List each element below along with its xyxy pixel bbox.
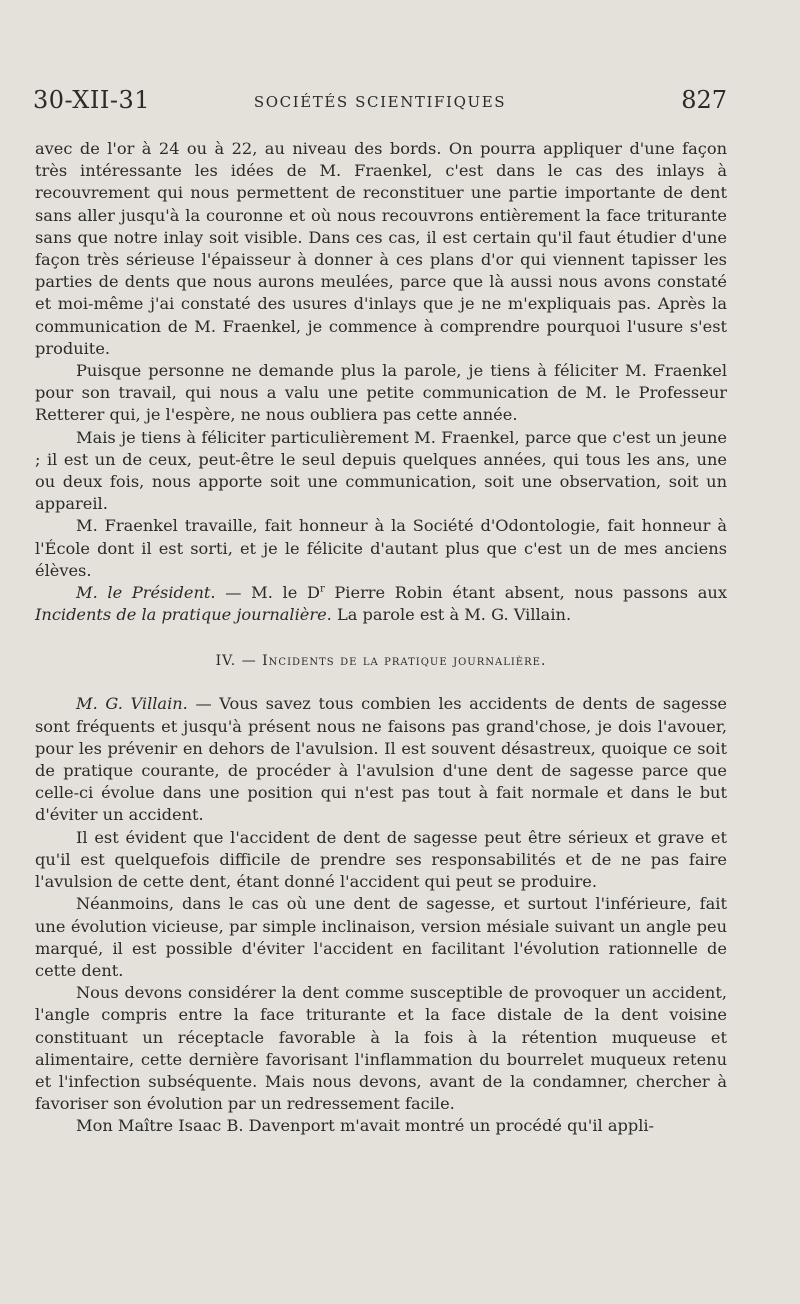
paragraph-evolution: Néanmoins, dans le cas où une dent de sagesse, et surtout l'inférieure, fait une évolution vicieuse, par simple inclinaison, version mésiale suivant un angle peu marqué, il est possible d'éviter l'accident en facilitant l'évolution rationnelle de cette dent.	[35, 894, 727, 980]
villain-intro-text: — Vous savez tous combien les accidents de dents de sagesse sont fréquents et jusqu'à présent nous ne faisons pas grand'chose, je dois l'avouer, pour les prévenir en dehors de l'avulsion. Il est souvent désastreux, quoique ce soit de pratique courante, de procéder à l'avulsion d'une dent de sagesse parce que celle-ci évolue dans une position qui n'est pas tout à fait normale et dans le but d'éviter un accident.	[35, 694, 727, 825]
section-reference: Incidents de la pratique journalière.	[35, 605, 332, 625]
running-head	[33, 86, 727, 120]
remark-text-middle: Pierre Robin étant absent, nous passons aux	[324, 583, 727, 603]
section-heading	[35, 650, 727, 672]
speaker-president: M. le Président.	[76, 583, 216, 603]
paragraph-davenport: Mon Maître Isaac B. Davenport m'avait montré un procédé qu'il appli-	[76, 1116, 655, 1136]
section-numeral: IV.	[215, 653, 237, 670]
paragraph-continuation: avec de l'or à 24 ou à 22, au niveau des bords. On pourra appliquer d'une façon très intéressante les idées de M. Fraenkel, c'est dans le cas des inlays à recouvrement qui nous permettent de reconstituer une partie importante de dent sans aller jusqu'à la couronne et où nous recouvrons entièrement la face triturante sans que notre inlay soit visible. Dans ces cas, il est certain qu'il faut étudier d'une façon très sérieuse l'épaisseur à donner à ces plans d'or qui viennent tapisser les parties de dents que nous aurons meulées, parce que là aussi nous avons constaté et moi-même j'ai constaté des usures d'inlays que je ne m'expliquais pas. Après la communication de M. Fraenkel, je commence à comprendre pourquoi l'usure s'est produite.	[35, 139, 727, 358]
body-text	[35, 138, 727, 1138]
remark-text-start: — M. le D	[215, 583, 320, 603]
paragraph-fraenkel-honor: M. Fraenkel travaille, fait honneur à la Société d'Odontologie, fait honneur à l'École dont il est sorti, et je le félicite d'autant plus que c'est un de mes anciens élèves.	[35, 516, 727, 580]
paragraph-accident-gravity: Il est évident que l'accident de dent de sagesse peut être sérieux et grave et qu'il est quelquefois difficile de prendre ses responsabilités et de ne pas faire l'avulsion de cette dent, étant donné l'accident qui peut se produire.	[35, 827, 727, 892]
paragraph-fraenkel-praise: Mais je tiens à féliciter particulièrement M. Fraenkel, parce que c'est un jeune ; il est un de ceux, peut-être le seul depuis quelques années, qui tous les ans, une ou deux fois, nous apporte soit une communication, soit une observation, soit un appareil.	[35, 427, 727, 514]
paragraph-villain-intro	[35, 693, 727, 826]
paragraph-president-remark	[35, 582, 727, 626]
header-date: 30-XII-31	[33, 86, 150, 114]
section-dash: —	[236, 653, 263, 670]
paragraph-congratulation: Puisque personne ne demande plus la parole, je tiens à féliciter M. Fraenkel pour son travail, qui nous a valu une petite communication de M. le Professeur Retterer qui, je l'espère, ne nous oubliera pas cette année.	[35, 361, 727, 425]
remark-text-end: La parole est à M. G. Villain.	[331, 605, 572, 625]
paragraph-considerations: Nous devons considérer la dent comme susceptible de provoquer un accident, l'angle compris entre la face triturante et la face distale de la dent voisine constituant un réceptacle favorable à la fois à la rétention muqueuse et alimentaire, cette dernière favorisant l'inflammation du bourrelet muqueux retenu et l'infection subséquente. Mais nous devons, avant de la condamner, chercher à favoriser son évolution par un redressement facile.	[35, 983, 727, 1114]
speaker-villain: M. G. Villain.	[76, 694, 188, 714]
section-title: Incidents de la pratique journalière.	[262, 653, 547, 670]
page-number: 827	[681, 86, 727, 114]
doctor-abbreviation-sup: r	[319, 583, 325, 595]
header-title: SOCIÉTÉS SCIENTIFIQUES	[253, 93, 507, 111]
